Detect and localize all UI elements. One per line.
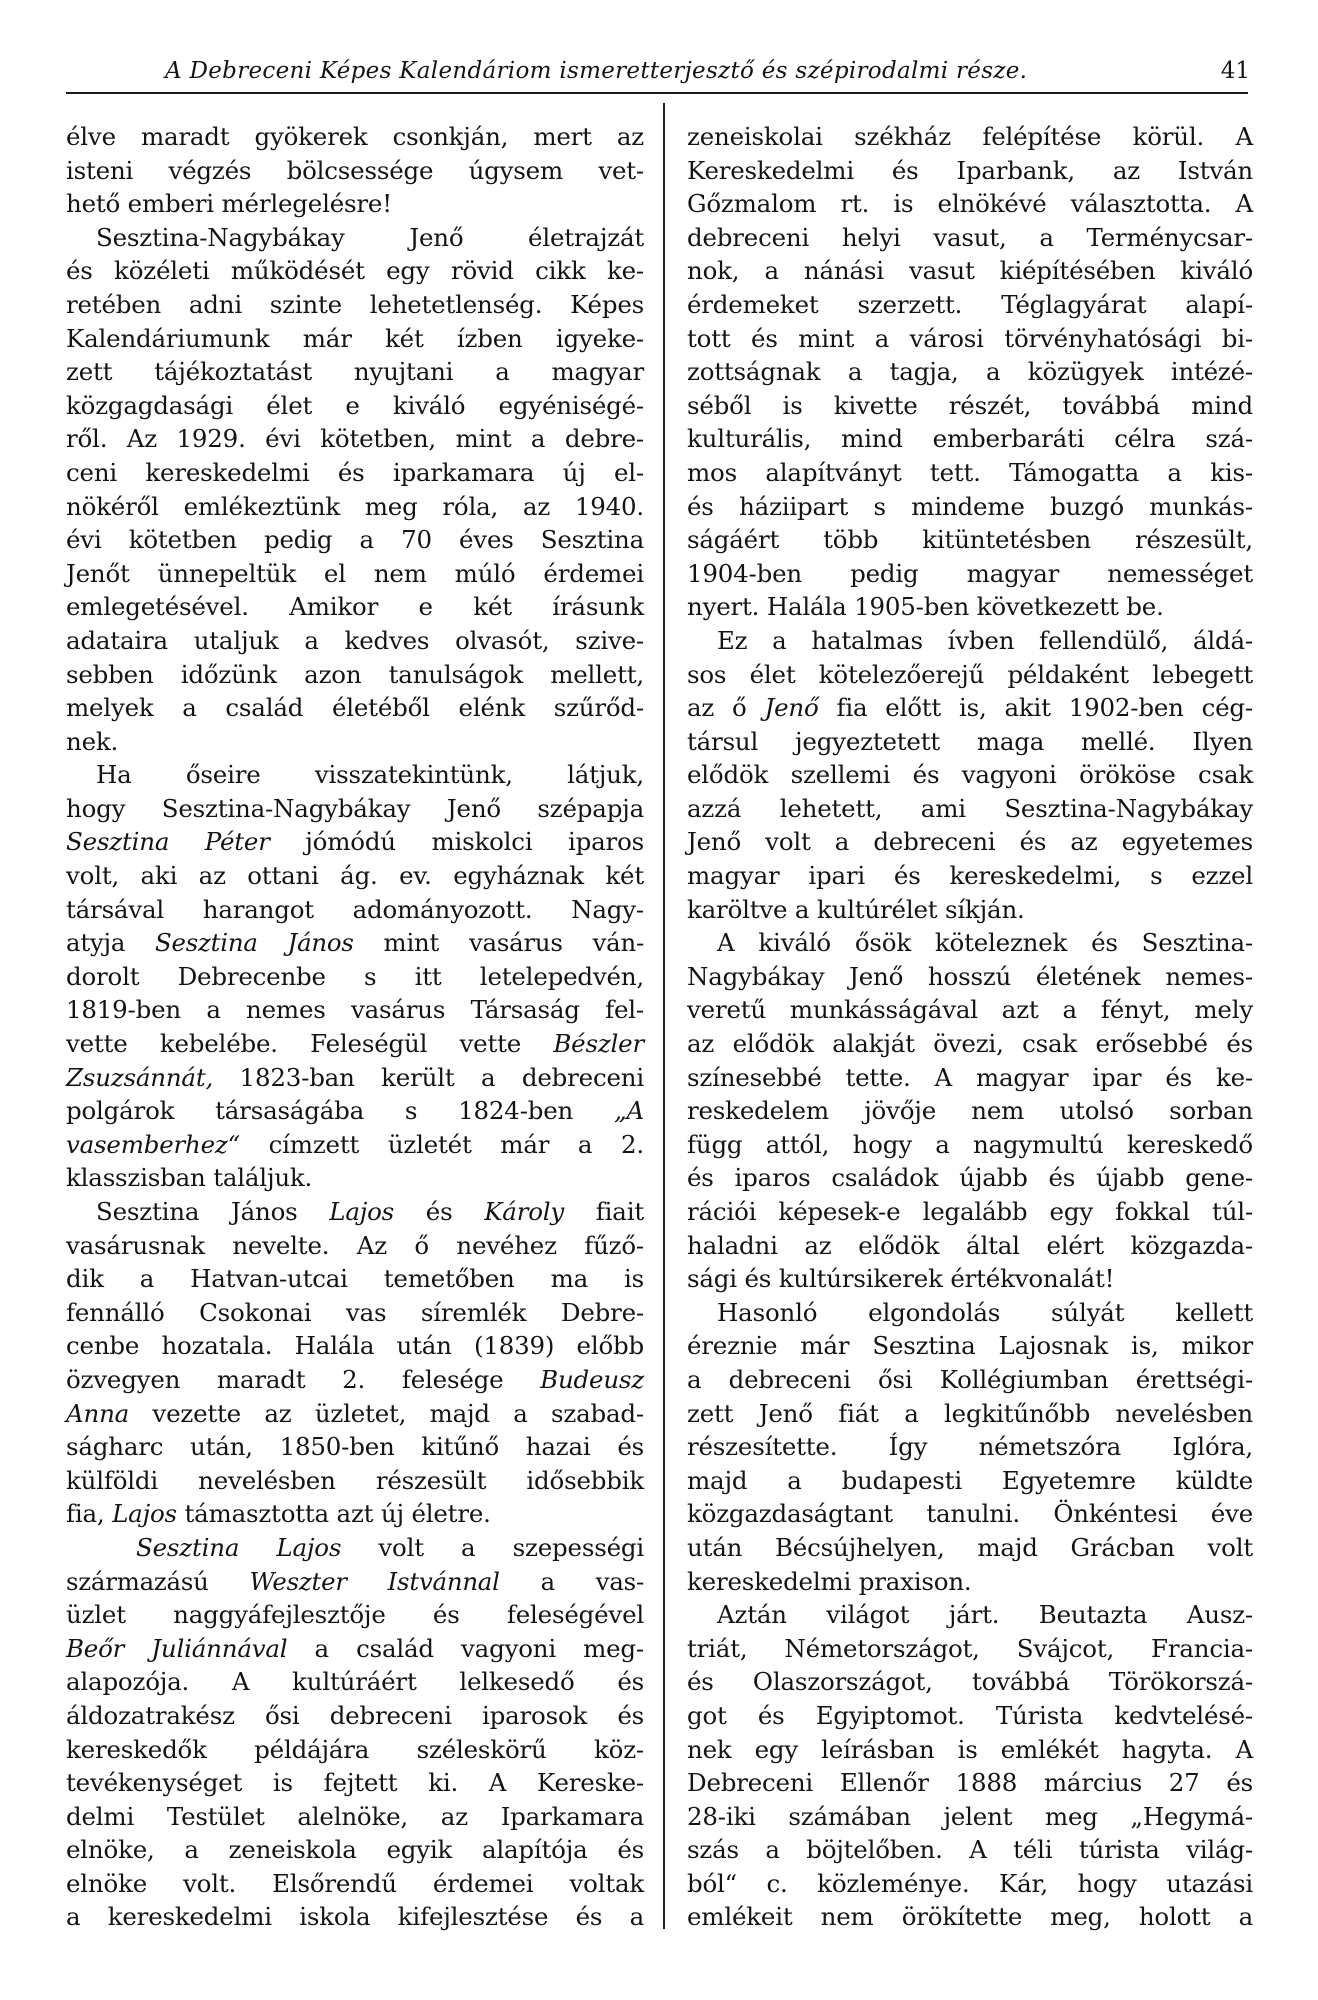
text-line bbox=[66, 1397, 644, 1431]
text-line: szás a böjtelőben. A téli túrista világ- bbox=[687, 1835, 1253, 1865]
text-line: Gőzmalom rt. is elnökévé választotta. A bbox=[687, 189, 1253, 219]
text-line: 1904-ben pedig magyar nemességet bbox=[687, 558, 1253, 588]
text-line: ból“ c. közleménye. Kár, hogy utazási bbox=[687, 1868, 1253, 1898]
text-line bbox=[66, 926, 644, 960]
text-line: alapozója. A kultúráért lelkesedő és bbox=[66, 1667, 644, 1697]
text-line: majd a budapesti Egyetemre küldte bbox=[687, 1465, 1253, 1495]
text-line: zett Jenő fiát a legkitűnőbb nevelésben bbox=[687, 1398, 1253, 1428]
text-line bbox=[66, 1565, 644, 1599]
text-run: jómódú miskolci iparos bbox=[269, 827, 644, 857]
text-line: társul jegyeztetett maga mellé. Ilyen bbox=[687, 726, 1253, 756]
italic-text: „A bbox=[614, 1096, 644, 1126]
text-line: részesítette. Így németszóra Iglóra, bbox=[687, 1432, 1253, 1462]
right-column bbox=[687, 120, 1253, 1934]
text-line: kereskedelmi praxison. bbox=[687, 1566, 972, 1596]
text-line: delmi Testület alelnöke, az Iparkamara bbox=[66, 1801, 644, 1831]
text-line: melyek a család életéből elénk szűrőd- bbox=[66, 693, 644, 723]
text-run: fia előtt is, akit 1902-ben cég- bbox=[818, 693, 1253, 723]
text-line: nyert. Halála 1905-ben következett be. bbox=[687, 592, 1164, 622]
page-number: 41 bbox=[1220, 58, 1250, 84]
text-line: sági és kultúrsikerek értékvonalát! bbox=[687, 1264, 1115, 1294]
italic-text: Lajos bbox=[112, 1499, 177, 1529]
text-line: tevékenységet is fejtett ki. A Kereske- bbox=[66, 1768, 644, 1798]
text-line: séből is kivette részét, továbbá mind bbox=[687, 390, 1253, 420]
text-line: debreceni helyi vasut, a Terménycsar- bbox=[687, 222, 1253, 252]
text-line: külföldi nevelésben részesült idősebbik bbox=[66, 1465, 644, 1495]
text-line: adataira utaljuk a kedves olvasót, szive- bbox=[66, 625, 644, 655]
text-line: kereskedők példájára széleskörű köz- bbox=[66, 1734, 644, 1764]
text-run: volt a szepességi bbox=[341, 1532, 644, 1562]
text-line: fennálló Csokonai vas síremlék Debre- bbox=[66, 1297, 644, 1327]
text-line: nökéről emlékeztünk meg róla, az 1940. bbox=[66, 491, 644, 521]
text-run: a vas- bbox=[499, 1566, 644, 1596]
italic-text: Károly bbox=[484, 1197, 565, 1226]
text-run: támasztotta azt új életre. bbox=[176, 1499, 491, 1529]
text-run: polgárok társaságába s 1824-ben bbox=[66, 1096, 614, 1126]
text-line: ságharc után, 1850-ben kitűnő hazai és bbox=[66, 1432, 644, 1462]
text-line: a kereskedelmi iskola kifejlesztése és a bbox=[66, 1902, 644, 1932]
text-run: mint vasárus ván- bbox=[353, 928, 644, 958]
text-line: élve maradt gyökerek csonkján, mert az bbox=[66, 122, 644, 151]
text-line: 1819-ben a nemes vasárus Társaság fel- bbox=[66, 995, 644, 1025]
text-line bbox=[66, 1195, 644, 1229]
text-line bbox=[66, 1061, 644, 1095]
text-line: és háziipart s mindeme buzgó munkás- bbox=[687, 491, 1253, 521]
text-line bbox=[66, 825, 644, 859]
text-line: volt, aki az ottani ág. ev. egyháznak két bbox=[66, 861, 644, 891]
left-column bbox=[66, 120, 644, 1934]
text-line: isteni végzés bölcsessége úgysem vet- bbox=[66, 155, 644, 185]
italic-text: Sesztina János bbox=[155, 928, 354, 958]
text-line: után Bécsújhelyen, majd Grácban volt bbox=[687, 1532, 1253, 1562]
text-line: magyar ipari és kereskedelmi, s ezzel bbox=[687, 861, 1253, 891]
italic-text: Beőr Juliánnával bbox=[66, 1633, 288, 1663]
text-line: zett tájékoztatást nyujtani a magyar bbox=[66, 357, 644, 387]
text-run: címzett üzletét már a 2. bbox=[239, 1129, 644, 1159]
column-divider bbox=[663, 103, 665, 1929]
text-line: elődök szellemi és vagyoni örököse csak bbox=[687, 760, 1253, 790]
text-line: áldozatrakész ősi debreceni iparosok és bbox=[66, 1700, 644, 1730]
text-run: özvegyen maradt 2. felesége bbox=[66, 1364, 541, 1394]
text-line bbox=[66, 1094, 644, 1128]
text-run: a család vagyoni meg- bbox=[287, 1633, 644, 1663]
italic-text: Sesztina Lajos bbox=[136, 1532, 342, 1562]
text-run: származású bbox=[66, 1566, 250, 1596]
italic-text: Budeusz bbox=[540, 1364, 644, 1394]
text-line: zeneiskolai székház felépítése körül. A bbox=[687, 122, 1253, 151]
text-run: Sesztina János bbox=[96, 1197, 330, 1226]
text-line: a debreceni ősi Kollégiumban érettségi- bbox=[687, 1364, 1253, 1394]
text-line: karöltve a kultúrélet síkján. bbox=[687, 894, 1025, 924]
text-line: zottságnak a tagja, a közügyek intézé- bbox=[687, 357, 1253, 387]
text-line: éreznie már Sesztina Lajosnak is, mikor bbox=[687, 1331, 1253, 1361]
text-line: függ attól, hogy a nagymultú kereskedő bbox=[687, 1129, 1253, 1159]
text-line: az elődök alakját övezi, csak erősebbé és bbox=[687, 1029, 1253, 1059]
text-line: Ez a hatalmas ívben fellendülő, áldá- bbox=[717, 625, 1253, 655]
text-line: ságáért több kitüntetésben részesült, bbox=[687, 525, 1253, 555]
text-line: emlegetésével. Amikor e két írásunk bbox=[66, 592, 644, 622]
text-line: Kalendáriumunk már két ízben igyeke- bbox=[66, 323, 644, 353]
text-run: 1823-ban került a debreceni bbox=[213, 1062, 644, 1092]
text-line: vasárusnak nevelte. Az ő nevéhez fűző- bbox=[66, 1230, 644, 1260]
text-line: hogy Sesztina-Nagybákay Jenő szépapja bbox=[66, 793, 644, 823]
text-line: Kereskedelmi és Iparbank, az István bbox=[687, 155, 1253, 185]
text-line: üzlet naggyáfejlesztője és feleségével bbox=[66, 1600, 644, 1630]
italic-text: Sesztina Péter bbox=[66, 827, 270, 857]
italic-text: Weszter Istvánnal bbox=[249, 1566, 500, 1596]
text-line: Aztán világot járt. Beutazta Ausz- bbox=[717, 1600, 1253, 1630]
running-title: A Debreceni Képes Kalendáriom ismeretterjesztő és szépirodalmi része. bbox=[165, 58, 1028, 84]
text-line: és Olaszországot, továbbá Törökorszá- bbox=[687, 1667, 1253, 1697]
text-line: évi kötetben pedig a 70 éves Sesztina bbox=[66, 525, 644, 555]
text-line: retében adni szinte lehetetlenség. Képes bbox=[66, 289, 644, 319]
text-line: azzá lehetett, ami Sesztina-Nagybákay bbox=[687, 793, 1253, 823]
text-line: sos élet kötelezőerejű példaként lebegett bbox=[687, 659, 1253, 689]
text-run: atyja bbox=[66, 928, 156, 958]
italic-text: Bészler bbox=[553, 1029, 644, 1059]
text-line: nek. bbox=[66, 726, 119, 756]
text-line: Debreceni Ellenőr 1888 március 27 és bbox=[687, 1768, 1253, 1798]
italic-text: Anna bbox=[66, 1398, 130, 1428]
text-line: Nagybákay Jenő hosszú életének nemes- bbox=[687, 961, 1253, 991]
text-line: és iparos családok újabb és újabb gene- bbox=[687, 1163, 1253, 1193]
header-rule bbox=[66, 92, 1248, 94]
running-header bbox=[66, 58, 1250, 90]
text-line: emlékeit nem örökítette meg, holott a bbox=[687, 1902, 1253, 1932]
text-line: elnöke, a zeneiskola egyik alapítója és bbox=[66, 1835, 644, 1865]
text-line: sebben időzünk azon tanulságok mellett, bbox=[66, 659, 644, 689]
text-line: és közéleti működését egy rövid cikk ke- bbox=[66, 256, 644, 286]
text-line: társával harangot adományozott. Nagy- bbox=[66, 894, 644, 924]
text-line: színesebbé tette. A magyar ipar és ke- bbox=[687, 1062, 1253, 1092]
text-run: fiait bbox=[564, 1197, 644, 1226]
text-line bbox=[66, 1027, 644, 1061]
text-line: Jenőt ünnepeltük el nem múló érdemei bbox=[66, 558, 644, 588]
text-run: fia, bbox=[66, 1499, 113, 1529]
text-line: elnöke volt. Elsőrendű érdemei voltak bbox=[66, 1868, 644, 1898]
italic-text: Zsuzsánnát, bbox=[66, 1062, 214, 1092]
text-line: ceni kereskedelmi és iparkamara új el- bbox=[66, 457, 644, 487]
italic-text: Lajos bbox=[329, 1197, 395, 1226]
text-line: Jenő volt a debreceni és az egyetemes bbox=[687, 827, 1253, 857]
text-line: reskedelem jövője nem utolsó sorban bbox=[687, 1096, 1253, 1126]
text-line bbox=[66, 1497, 644, 1531]
text-line: triát, Németországot, Svájcot, Francia- bbox=[687, 1633, 1253, 1663]
text-run: az ő bbox=[687, 693, 765, 723]
text-line: közgagdasági élet e kiváló egyéniségé- bbox=[66, 390, 644, 420]
italic-text: Jenő bbox=[764, 693, 819, 723]
text-line: tott és mint a városi törvényhatósági bi- bbox=[687, 323, 1253, 353]
text-line: hető emberi mérlegelésre! bbox=[66, 189, 392, 219]
text-line: Sesztina-Nagybákay Jenő életrajzát bbox=[96, 222, 644, 252]
text-line bbox=[66, 1363, 644, 1397]
text-line: dik a Hatvan-utcai temetőben ma is bbox=[66, 1264, 644, 1294]
text-run: vette kebelébe. Feleségül vette bbox=[66, 1029, 554, 1059]
text-line bbox=[687, 691, 1253, 725]
text-line: Ha őseire visszatekintünk, látjuk, bbox=[96, 760, 644, 790]
text-line: klasszisban találjuk. bbox=[66, 1163, 313, 1193]
text-line: 28-iki számában jelent meg „Hegymá- bbox=[687, 1801, 1253, 1831]
text-line: Hasonló elgondolás súlyát kellett bbox=[717, 1297, 1253, 1327]
text-run: vezette az üzletet, majd a szabad- bbox=[129, 1398, 644, 1428]
text-line: közgazdaságtant tanulni. Önkéntesi éve bbox=[687, 1499, 1253, 1529]
text-line: cenbe hozatala. Halála után (1839) előbb bbox=[66, 1331, 644, 1361]
text-run: és bbox=[394, 1197, 485, 1226]
text-line: érdemeket szerzett. Téglagyárat alapí- bbox=[687, 289, 1253, 319]
text-line bbox=[66, 1531, 644, 1565]
text-line: ről. Az 1929. évi kötetben, mint a debre- bbox=[66, 424, 644, 454]
text-line: rációi képesek-e legalább egy fokkal túl- bbox=[687, 1197, 1253, 1226]
text-line: mos alapítványt tett. Támogatta a kis- bbox=[687, 457, 1253, 487]
text-line: nek egy leírásban is emlékét hagyta. A bbox=[687, 1734, 1253, 1764]
text-line: dorolt Debrecenbe s itt letelepedvén, bbox=[66, 961, 644, 991]
text-line: veretű munkásságával azt a fényt, mely bbox=[687, 995, 1253, 1025]
text-line bbox=[66, 1632, 644, 1666]
text-line: kulturális, mind emberbaráti célra szá- bbox=[687, 424, 1253, 454]
text-line: got és Egyiptomot. Túrista kedvtelésé- bbox=[687, 1700, 1253, 1730]
text-line bbox=[66, 1128, 644, 1162]
text-line: A kiváló ősök köteleznek és Sesztina- bbox=[717, 928, 1253, 958]
italic-text: vasemberhez“ bbox=[66, 1129, 240, 1159]
text-line: haladni az elődök által elért közgazda- bbox=[687, 1230, 1253, 1260]
text-line: nok, a nánási vasut kiépítésében kiváló bbox=[687, 256, 1253, 286]
